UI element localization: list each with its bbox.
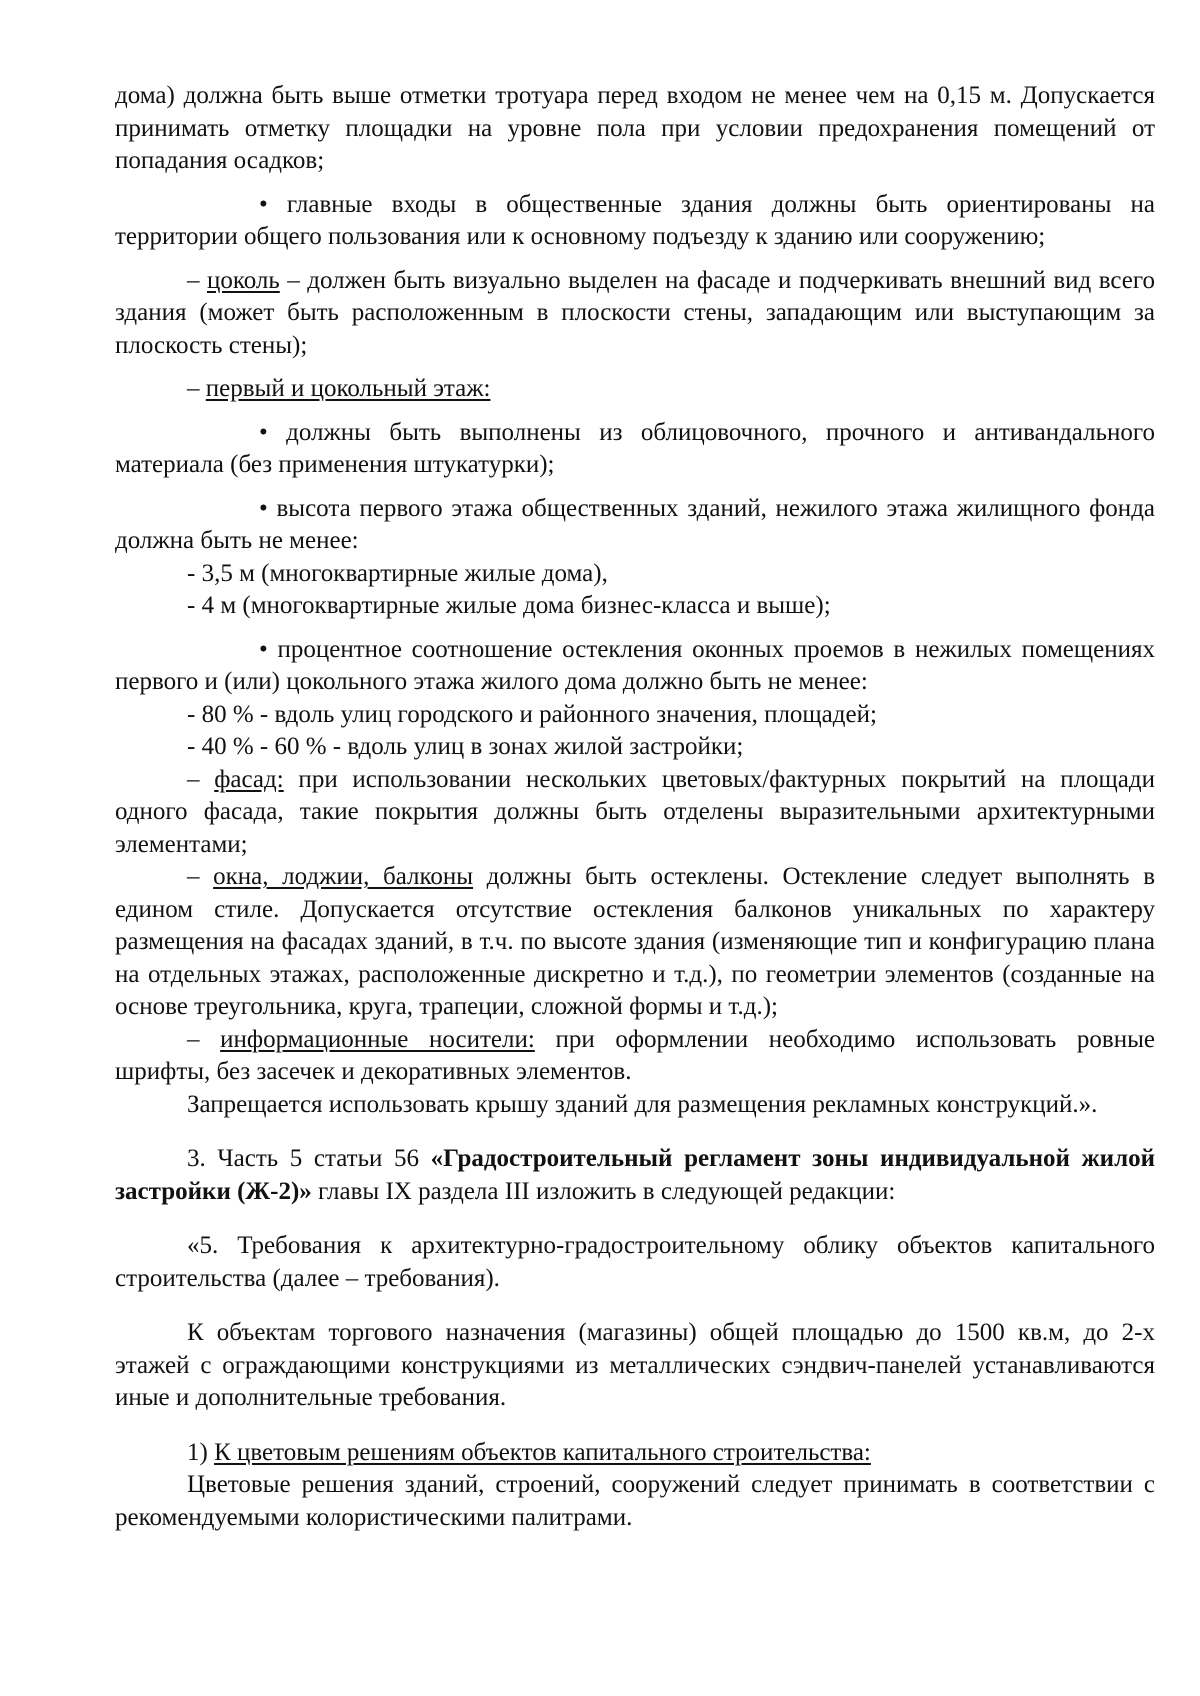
term-info-carriers: информационные носители: xyxy=(220,1025,535,1053)
dash-marker: – xyxy=(187,863,200,890)
paragraph-text: должны быть остеклены. Остекление следует выполнять в едином стиле. Допускается отсутствие остекления балконов уникальных по характеру размещения на фасадах зданий, в т.ч. по высоте здания (изменяющие тип и конфигурацию плана на отдельных этажах, расположенные дискретно и т.д.), по геометрии элементов (созданные на основе треугольника, круга, трапеции, сложной формы и т.д.); xyxy=(115,863,1156,1020)
paragraph-main-entrances xyxy=(115,189,1155,254)
dash-marker: – xyxy=(187,266,200,294)
paragraph-color-solutions-heading xyxy=(115,1437,1155,1470)
paragraph-glazing-ratio xyxy=(115,634,1155,699)
item-number: 1) xyxy=(187,1438,215,1466)
paragraph-text: при использовании нескольких цветовых/фактурных покрытий на площади одного фасада, такие покрытия должны быть отделены выразительными архитектурными элементами; xyxy=(115,765,1155,858)
paragraph-text: высота первого этажа общественных зданий, нежилого этажа жилищного фонда должна быть не менее: xyxy=(115,494,1156,554)
paragraph-text: должны быть выполнены из облицовочного, прочного и антивандального материала (без применения штукатурки); xyxy=(115,418,1156,478)
bullet-icon: • xyxy=(259,190,268,218)
paragraph-facade xyxy=(115,764,1155,862)
dash-marker: – xyxy=(187,375,200,402)
list-item-height-4: - 4 м (многоквартирные жилые дома бизнес-класса и выше); xyxy=(187,592,831,619)
paragraph-text: – должен быть визуально выделен на фасаде и подчеркивать внешний вид всего здания (может быть расположенным в плоскости стены, западающим или выступающим за плоскость стены); xyxy=(115,266,1155,359)
paragraph-color-palettes: Цветовые решения зданий, строений, сооружений следует принимать в соответствии с рекомендуемыми колористическими палитрами. xyxy=(115,1471,1155,1531)
term-first-floor: первый и цокольный этаж: xyxy=(205,375,491,402)
bullet-icon: • xyxy=(259,635,268,663)
list-item-glazing-80: - 80 % - вдоль улиц городского и районного значения, площадей; xyxy=(187,700,877,728)
document-page xyxy=(115,80,1155,1534)
paragraph-text: при оформлении необходимо использовать ровные шрифты, без засечек и декоративных элементов. xyxy=(115,1025,1156,1085)
list-item-glazing-40-60: - 40 % - 60 % - вдоль улиц в зонах жилой застройки; xyxy=(187,733,744,760)
paragraph-text: главные входы в общественные здания должны быть ориентированы на территории общего пользования или к основному подъезду к зданию или сооружению; xyxy=(115,190,1156,250)
paragraph-plinth xyxy=(115,265,1155,363)
paragraph-facing-material xyxy=(115,417,1155,482)
paragraph-first-floor-heading xyxy=(115,373,1155,406)
term-color-solutions: К цветовым решениям объектов капитального строительства: xyxy=(214,1438,871,1466)
term-windows-balconies: окна, лоджии, балконы xyxy=(213,863,474,890)
paragraph-first-floor-height xyxy=(115,493,1155,558)
dash-marker: – xyxy=(187,1025,200,1053)
paragraph-text: 3. Часть 5 статьи 56 xyxy=(187,1145,431,1172)
paragraph-retail-objects: К объектам торгового назначения (магазины) общей площадью до 1500 кв.м, до 2-х этажей с ограждающими конструкциями из металлических сэндвич-панелей устанавливаются иные и дополнительные требования. xyxy=(115,1319,1155,1411)
paragraph-text: главы IX раздела III изложить в следующей редакции: xyxy=(311,1177,896,1205)
dash-marker: – xyxy=(187,765,200,793)
paragraph-text: дома) должна быть выше отметки тротуара перед входом не менее чем на 0,15 м. Допускается принимать отметку площадки на уровне пола при условии предохранения помещений от попадания осадков; xyxy=(115,82,1155,174)
zone-title: «Градостроительный регламент зоны индивидуальной жилой застройки (Ж-2)» xyxy=(115,1145,1155,1205)
paragraph-part-5-article-56 xyxy=(115,1143,1155,1208)
paragraph-info-carriers xyxy=(115,1024,1155,1089)
paragraph-windows-balconies xyxy=(115,861,1155,1024)
term-facade: фасад: xyxy=(214,765,284,793)
bullet-icon: • xyxy=(259,418,268,446)
bullet-icon: • xyxy=(259,494,268,522)
term-plinth: цоколь xyxy=(206,266,280,294)
paragraph-requirements-intro: «5. Требования к архитектурно-градостроительному облику объектов капитального строительства (далее – требования). xyxy=(115,1232,1155,1292)
paragraph-text: процентное соотношение остекления оконных проемов в нежилых помещениях первого и (или) цокольного этажа жилого дома должно быть не менее: xyxy=(115,635,1156,695)
paragraph-roof-ban: Запрещается использовать крышу зданий для размещения рекламных конструкций.». xyxy=(187,1090,1098,1118)
list-item-height-3-5: - 3,5 м (многоквартирные жилые дома), xyxy=(187,559,608,587)
paragraph-entrance-level xyxy=(115,80,1155,178)
